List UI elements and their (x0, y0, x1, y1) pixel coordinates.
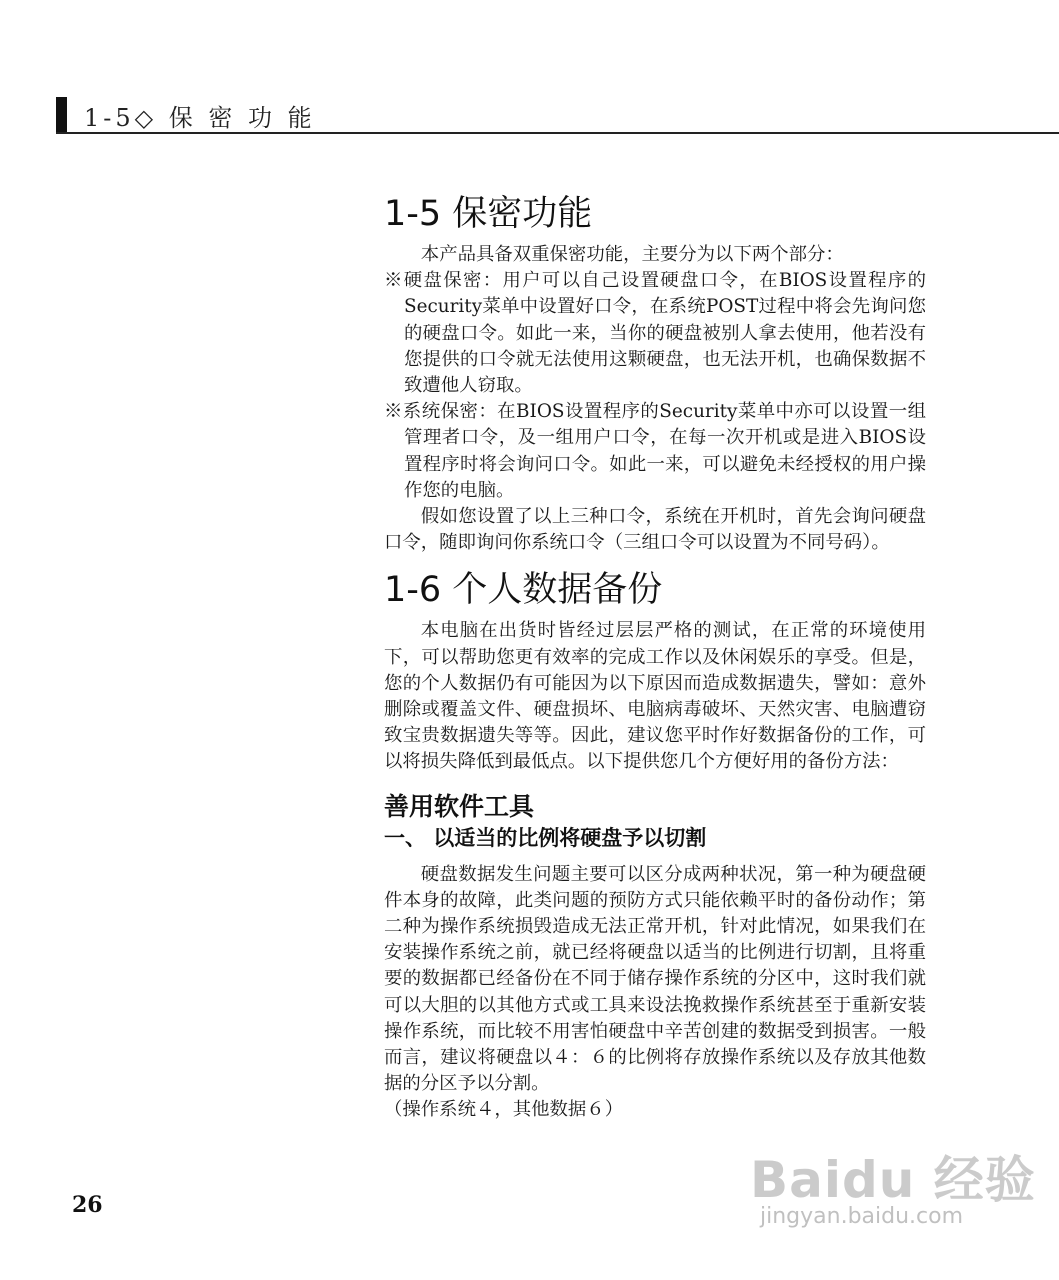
section2-ratio-note: （操作系统４，其他数据６） (384, 1099, 624, 1121)
baidu-watermark (740, 1140, 1040, 1240)
section2-paragraph: 本电脑在出货时皆经过层层严格的测试，在正常的环境使用下，可以帮助您更有效率的完成工作以及休闲娱乐的享受。但是，您的个人数据仍有可能因为以下原因而造成数据遗失，譬如：意外删除或覆盖文件、硬盘损坏、电脑病毒破坏、天然灾害、电脑遭窃致宝贵数据遗失等等。因此，建议您平时作好数据备份的工作，可以将损失降低到最低点。以下提供您几个方便好用的备份方法： (384, 620, 926, 773)
header-rule (56, 132, 1059, 134)
section2-partition-paragraph: 硬盘数据发生问题主要可以区分成两种状况，第一种为硬盘硬件本身的故障，此类问题的预防方式只能依赖平时的备份动作；第二种为操作系统损毁造成无法正常开机，针对此情况，如果我们在安装操作系统之前，就已经将硬盘以适当的比例进行切割，且将重要的数据都已经备份在不同于储存操作系统的分区中，这时我们就可以大胆的以其他方式或工具来设法挽救操作系统甚至于重新安装操作系统，而比较不用害怕硬盘中辛苦创建的数据受到损害。一般而言，建议将硬盘以４：６的比例将存放操作系统以及存放其他数据的分区予以分割。 (384, 863, 926, 1095)
section1-paragraph: 假如您设置了以上三种口令，系统在开机时，首先会询问硬盘口令，随即询问你系统口令（三组口令可以设置为不同号码）。 (384, 506, 926, 554)
watermark-logo: Baidu 经验 (750, 1151, 1036, 1209)
section1-note-system: ※系统保密：在BIOS设置程序的Security菜单中亦可以设置一组管理者口令，及一组用户口令，在每一次开机或是进入BIOS设置程序时将会询问口令。如此一来，可以避免未经授权的用户操作您的电脑。 (384, 401, 926, 501)
section-title-1-5: 1-5 保密功能 (384, 194, 593, 234)
page-number: 26 (72, 1192, 103, 1218)
main-content (384, 190, 926, 1124)
section-title-1-6: 1-6 个人数据备份 (384, 570, 663, 611)
section1-note-disk: ※硬盘保密：用户可以自己设置硬盘口令，在BIOS设置程序的Security菜单中设置好口令，在系统POST过程中将会先询问您的硬盘口令。如此一来，当你的硬盘被别人拿去使用，他若没有您提供的口令就无法使用这颗硬盘，也无法开机，也确保数据不致遭他人窃取。 (384, 270, 926, 397)
section1-intro: 本产品具备双重保密功能，主要分为以下两个部分： (420, 244, 844, 265)
header-marker-bar (56, 97, 67, 134)
watermark-url: jingyan.baidu.com (760, 1204, 964, 1229)
running-header: 1-5◇ 保 密 功 能 (84, 104, 316, 132)
subheading-partition: 一、 以适当的比例将硬盘予以切割 (384, 825, 707, 850)
subheading-software-tools: 善用软件工具 (384, 791, 535, 821)
